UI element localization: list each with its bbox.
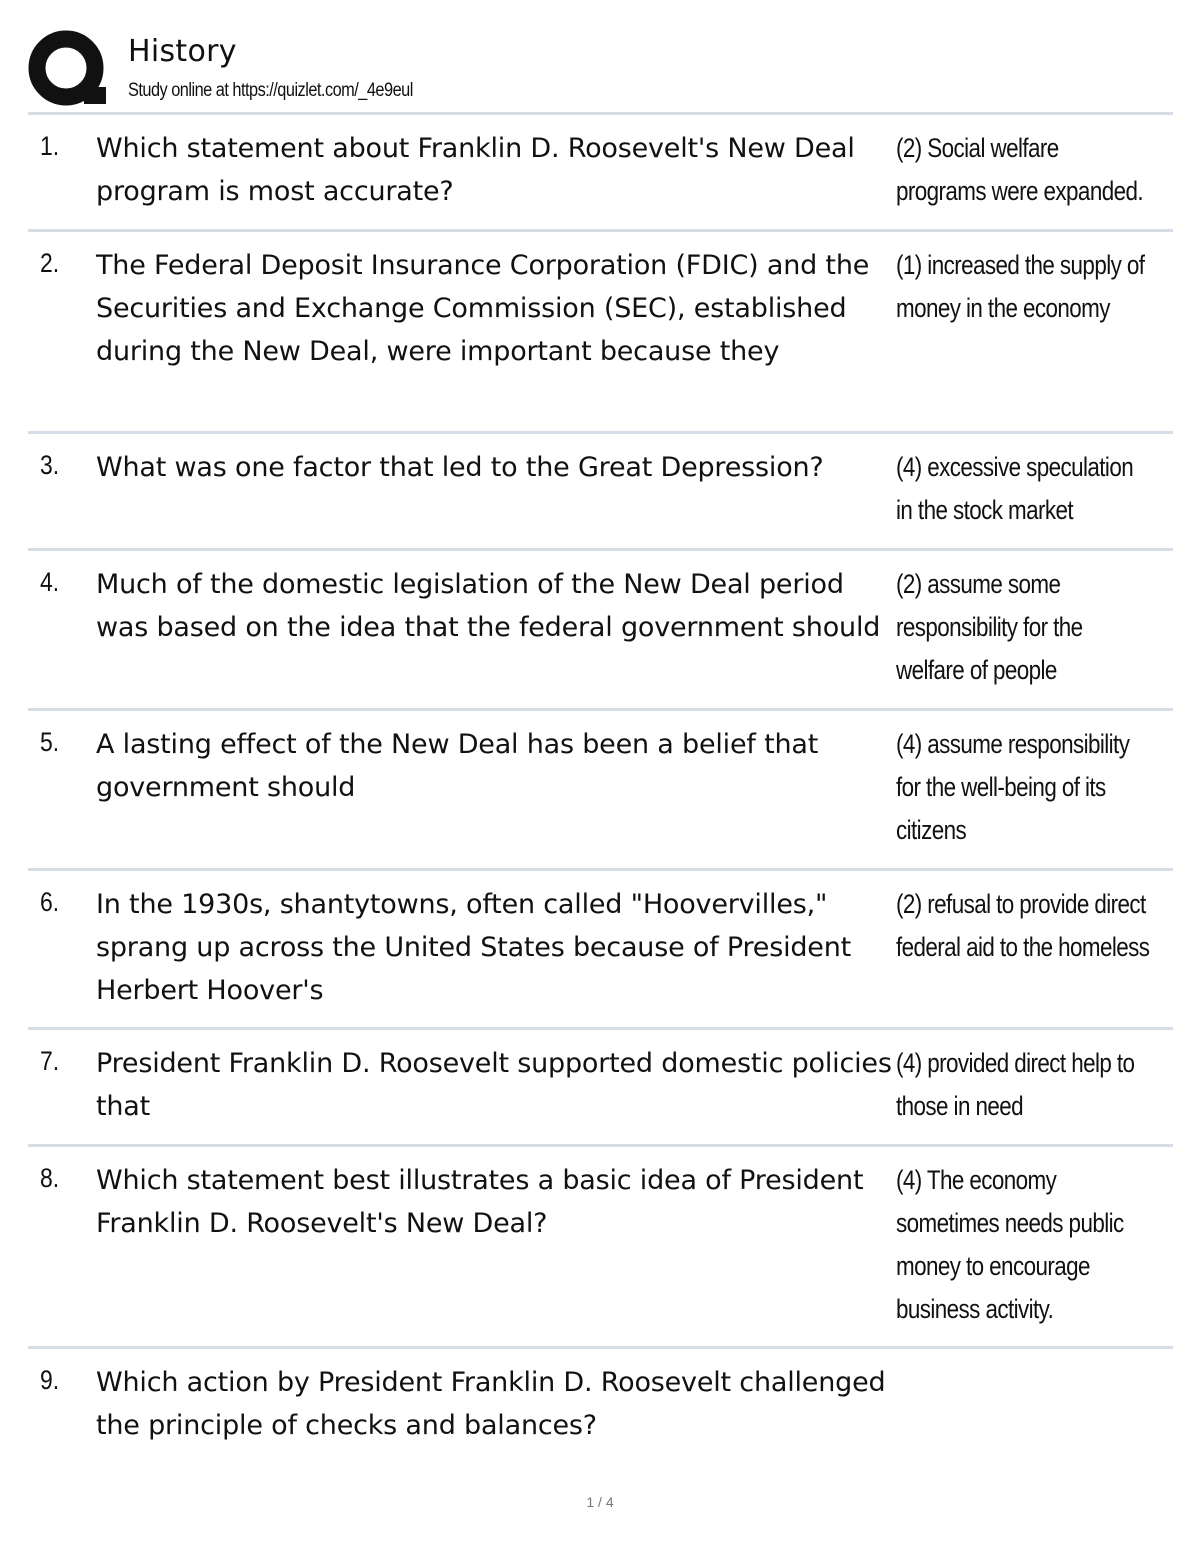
study-online-link[interactable]: Study online at https://quizlet.com/_4e9eul xyxy=(128,80,413,101)
page-title: History xyxy=(128,34,237,69)
card-number: 4. xyxy=(40,567,60,597)
card-answer: (4) excessive speculation in the stock market xyxy=(896,452,1134,525)
card-answer: (4) assume responsibility for the well-being of its citizens xyxy=(896,729,1130,845)
card-number: 8. xyxy=(40,1163,60,1193)
card-answer: (4) provided direct help to those in need xyxy=(896,1048,1135,1121)
card-question: Which action by President Franklin D. Roosevelt challenged the principle of checks and balances? xyxy=(96,1367,886,1441)
flashcard-row xyxy=(28,229,1173,431)
flashcard-row xyxy=(28,1027,1173,1144)
card-answer: (4) The economy sometimes needs public money to encourage business activity. xyxy=(896,1165,1124,1324)
flashcard-row xyxy=(28,1346,1173,1466)
card-question: In the 1930s, shantytowns, often called "Hoovervilles," sprang up across the United States because of President Herbert Hoover's xyxy=(96,889,852,1006)
flashcard-list xyxy=(28,112,1173,1466)
card-number: 1. xyxy=(40,131,60,161)
flashcard-row xyxy=(28,708,1173,868)
card-question: A lasting effect of the New Deal has been a belief that government should xyxy=(96,729,819,803)
card-question: Much of the domestic legislation of the New Deal period was based on the idea that the federal government should xyxy=(96,569,881,643)
card-question: What was one factor that led to the Great Depression? xyxy=(96,452,824,483)
card-answer: (1) increased the supply of money in the economy xyxy=(896,250,1145,323)
flashcard-row xyxy=(28,431,1173,548)
card-question: Which statement best illustrates a basic idea of President Franklin D. Roosevelt's New Deal? xyxy=(96,1165,864,1239)
card-question: President Franklin D. Roosevelt supported domestic policies that xyxy=(96,1048,892,1122)
flashcard-row xyxy=(28,868,1173,1027)
flashcard-row xyxy=(28,1144,1173,1346)
card-number: 5. xyxy=(40,727,60,757)
card-number: 2. xyxy=(40,248,60,278)
flashcard-row xyxy=(28,548,1173,708)
card-answer: (2) assume some responsibility for the welfare of people xyxy=(896,569,1083,685)
card-number: 9. xyxy=(40,1365,60,1395)
page-header xyxy=(28,28,1178,110)
card-answer: (2) Social welfare programs were expanded. xyxy=(896,133,1143,206)
page-number: 1 / 4 xyxy=(586,1494,614,1510)
quizlet-logo-icon xyxy=(28,30,108,110)
card-question: Which statement about Franklin D. Roosevelt's New Deal program is most accurate? xyxy=(96,133,855,207)
flashcard-row xyxy=(28,112,1173,229)
card-number: 3. xyxy=(40,450,60,480)
card-number: 7. xyxy=(40,1046,60,1076)
card-question: The Federal Deposit Insurance Corporation (FDIC) and the Securities and Exchange Commission (SEC), established during the New Deal, were important because they xyxy=(96,250,870,367)
card-answer: (2) refusal to provide direct federal aid to the homeless xyxy=(896,889,1150,962)
card-number: 6. xyxy=(40,887,60,917)
